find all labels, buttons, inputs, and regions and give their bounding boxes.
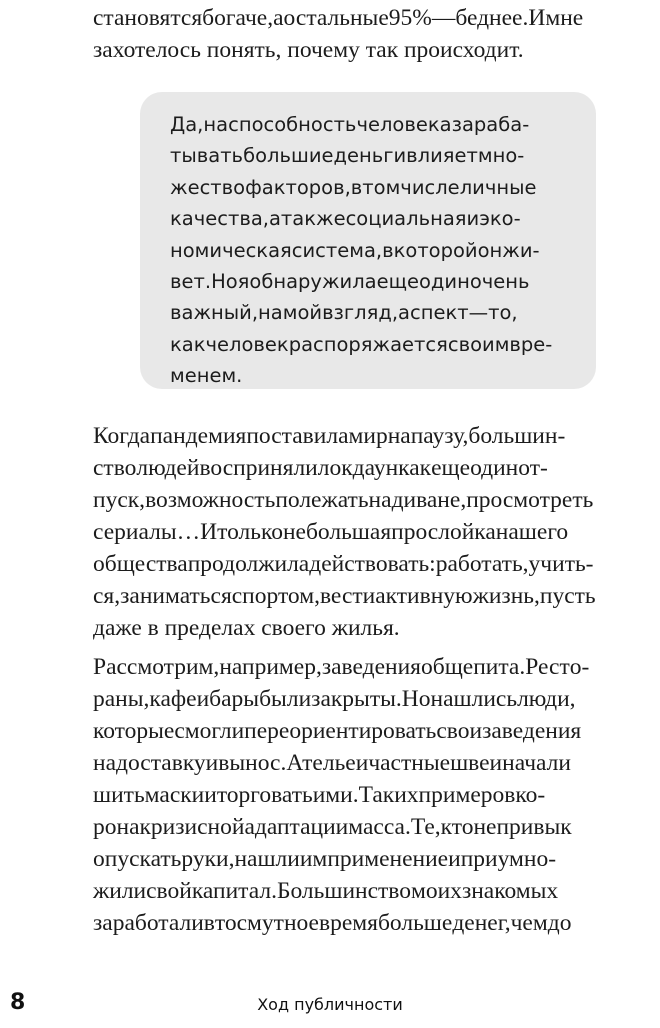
word: заработали <box>93 910 204 936</box>
text-line <box>93 843 640 875</box>
word: Да, <box>170 113 204 136</box>
word: большин- <box>468 423 566 449</box>
word: от- <box>518 455 548 481</box>
word: бары <box>209 686 260 712</box>
text-line <box>93 580 640 612</box>
word: один <box>470 455 519 481</box>
word: важный, <box>170 301 259 325</box>
word: чем <box>510 910 548 936</box>
word: как <box>398 455 432 481</box>
word: деньги <box>333 144 407 168</box>
word: людей <box>136 455 200 481</box>
word: мне <box>545 5 584 31</box>
word: Рестo- <box>525 654 590 680</box>
word: зараба- <box>451 113 530 136</box>
word: пусть <box>539 583 596 609</box>
word: беднее. <box>455 5 529 31</box>
word: Но <box>401 686 431 712</box>
callout-line <box>170 109 570 140</box>
word: то, <box>488 301 518 325</box>
text-line: захотелось понять, почему так происходит. <box>93 37 524 63</box>
text-line <box>93 651 640 683</box>
word: капитал. <box>191 878 277 904</box>
word: опускать <box>93 846 182 872</box>
word: на <box>368 487 392 513</box>
word: а <box>273 5 284 31</box>
word: очень <box>469 270 530 294</box>
word: масса. <box>348 814 411 840</box>
callout-line <box>170 329 570 360</box>
word: жизнь, <box>472 583 540 609</box>
word: вре- <box>509 332 553 356</box>
word: денег, <box>452 910 511 936</box>
word: восприняли <box>199 455 318 481</box>
word: еще <box>431 455 471 481</box>
word: частные <box>368 750 451 776</box>
word: люди, <box>517 686 576 712</box>
word: способность <box>228 113 357 136</box>
word: — <box>468 301 489 325</box>
text-line <box>93 779 640 811</box>
word: и <box>355 750 369 776</box>
word: Рассмотрим, <box>93 654 220 680</box>
callout-box <box>140 92 596 389</box>
word: ся, <box>93 583 121 609</box>
callout-text <box>170 109 570 392</box>
word: мир <box>348 423 388 449</box>
word: моих <box>410 878 462 904</box>
word: жили <box>93 878 147 904</box>
paragraph-2 <box>93 651 640 939</box>
word: смутное <box>236 910 319 936</box>
word: больше <box>377 910 453 936</box>
word: время <box>319 910 378 936</box>
word: качества, <box>170 207 269 231</box>
word: том <box>362 175 401 199</box>
word: мно- <box>477 144 525 168</box>
word: спортом, <box>231 583 320 609</box>
word: переориентировать <box>244 718 437 744</box>
callout-line <box>170 140 570 171</box>
word: заведения <box>321 654 421 680</box>
word: личные <box>459 175 537 199</box>
word: доставку <box>116 750 206 776</box>
word: применение <box>327 846 449 872</box>
word: номическая <box>170 238 292 262</box>
text-line <box>93 875 640 907</box>
word: в <box>350 175 363 199</box>
word: то <box>214 910 237 936</box>
word: общепита. <box>420 654 526 680</box>
word: диване, <box>391 487 467 513</box>
word: не <box>473 814 497 840</box>
word: остальные <box>283 5 389 31</box>
word: своим <box>447 332 510 356</box>
paragraph-1 <box>93 420 640 644</box>
word: им <box>299 846 328 872</box>
word: социальная <box>345 207 467 231</box>
word: работать, <box>435 551 529 577</box>
word: смогли <box>174 718 245 744</box>
word: на <box>387 423 411 449</box>
word: были <box>259 686 312 712</box>
word: кафе <box>149 686 197 712</box>
word: вет. <box>170 270 212 294</box>
word: нашлись <box>430 686 518 712</box>
text-line <box>93 484 640 516</box>
word: аспект <box>398 301 469 325</box>
word: ство <box>93 455 137 481</box>
text-line <box>93 811 640 843</box>
word: ко- <box>515 782 546 808</box>
word: нашего <box>495 519 569 545</box>
word: большие <box>243 144 334 168</box>
word: примеров <box>418 782 516 808</box>
word: взгляд, <box>322 301 399 325</box>
text-line <box>93 548 640 580</box>
word: локдаун <box>317 455 399 481</box>
word: нашли <box>234 846 300 872</box>
word: заведения <box>482 718 582 744</box>
word: 95 <box>388 5 413 31</box>
word: факторов, <box>245 175 351 199</box>
word: % <box>412 5 432 31</box>
word: на <box>93 750 117 776</box>
word: сериалы… <box>93 519 201 545</box>
word: общества <box>93 551 188 577</box>
word: просмотреть <box>466 487 594 513</box>
word: начали <box>502 750 571 776</box>
word: мой <box>282 301 323 325</box>
word: также <box>280 207 346 231</box>
word: учить- <box>528 551 594 577</box>
callout-line <box>170 235 570 266</box>
word: И <box>528 5 546 31</box>
word: как <box>170 332 206 356</box>
word: раны, <box>93 686 150 712</box>
word: прослойка <box>391 519 496 545</box>
word: вести <box>319 583 376 609</box>
word: И <box>200 519 218 545</box>
word: на <box>203 113 229 136</box>
word: привык <box>496 814 572 840</box>
text-line <box>93 683 640 715</box>
word: Когда <box>93 423 151 449</box>
word: Большинство <box>276 878 411 904</box>
word: маски <box>144 782 205 808</box>
word: жество <box>170 175 246 199</box>
callout-line <box>170 203 570 234</box>
word: полежать <box>275 487 369 513</box>
word: торговать <box>216 782 313 808</box>
word: эко- <box>479 207 521 231</box>
word: ронакризисной <box>93 814 245 840</box>
running-footer-title: Ход публичности <box>257 995 403 1014</box>
word: система, <box>291 238 383 262</box>
word: Ателье <box>286 750 356 776</box>
word: Те, <box>410 814 441 840</box>
word: еще <box>376 270 419 294</box>
word: которой <box>393 238 478 262</box>
word: активную <box>375 583 473 609</box>
word: влияет <box>406 144 478 168</box>
word: поставила <box>246 423 349 449</box>
word: только <box>217 519 283 545</box>
word: вынос. <box>218 750 287 776</box>
word: руки, <box>181 846 235 872</box>
word: человека <box>356 113 452 136</box>
word: становятся <box>93 5 203 31</box>
text-line <box>93 907 640 939</box>
word: свой <box>146 878 192 904</box>
word: распоряжается <box>288 332 448 356</box>
word: возможность <box>145 487 276 513</box>
word: ими. <box>312 782 359 808</box>
word: Но <box>211 270 238 294</box>
word: числе <box>400 175 460 199</box>
text-line <box>93 715 640 747</box>
word: в <box>382 238 394 262</box>
word: действовать: <box>309 551 436 577</box>
word: швеи <box>450 750 503 776</box>
word: свои <box>436 718 483 744</box>
word: пандемия <box>150 423 247 449</box>
page-number: 8 <box>10 990 26 1015</box>
text-line <box>93 2 640 34</box>
word: знакомых <box>461 878 559 904</box>
top-paragraph <box>93 2 640 66</box>
word: — <box>431 5 456 31</box>
word: и <box>466 207 480 231</box>
callout-line <box>170 266 570 297</box>
word: пуск, <box>93 487 146 513</box>
word: в <box>203 910 215 936</box>
word: а <box>268 207 281 231</box>
word: человек <box>205 332 289 356</box>
word: тывать <box>170 144 244 168</box>
word: например, <box>219 654 322 680</box>
callout-line: менем. <box>170 364 243 388</box>
text-line: даже в пределах своего жилья. <box>93 615 400 641</box>
word: и <box>204 782 217 808</box>
word: до <box>547 910 572 936</box>
word: и <box>448 846 461 872</box>
word: продолжила <box>187 551 310 577</box>
text-line <box>93 747 640 779</box>
word: на <box>258 301 283 325</box>
callout-line <box>170 297 570 328</box>
text-line <box>93 516 640 548</box>
word: закрыты. <box>311 686 402 712</box>
word: заниматься <box>120 583 232 609</box>
word: обнаружила <box>249 270 377 294</box>
text-line <box>93 452 640 484</box>
word: кто <box>440 814 474 840</box>
word: богаче, <box>202 5 274 31</box>
word: я <box>237 270 250 294</box>
word: приумно- <box>460 846 557 872</box>
word: которые <box>93 718 175 744</box>
text-line <box>93 420 640 452</box>
word: адаптации <box>244 814 349 840</box>
word: шить <box>93 782 145 808</box>
word: паузу, <box>410 423 469 449</box>
word: небольшая <box>282 519 392 545</box>
word: Таких <box>358 782 419 808</box>
word: жи- <box>502 238 540 262</box>
callout-line <box>170 172 570 203</box>
word: он <box>477 238 503 262</box>
word: один <box>419 270 470 294</box>
word: и <box>196 686 210 712</box>
word: и <box>205 750 219 776</box>
